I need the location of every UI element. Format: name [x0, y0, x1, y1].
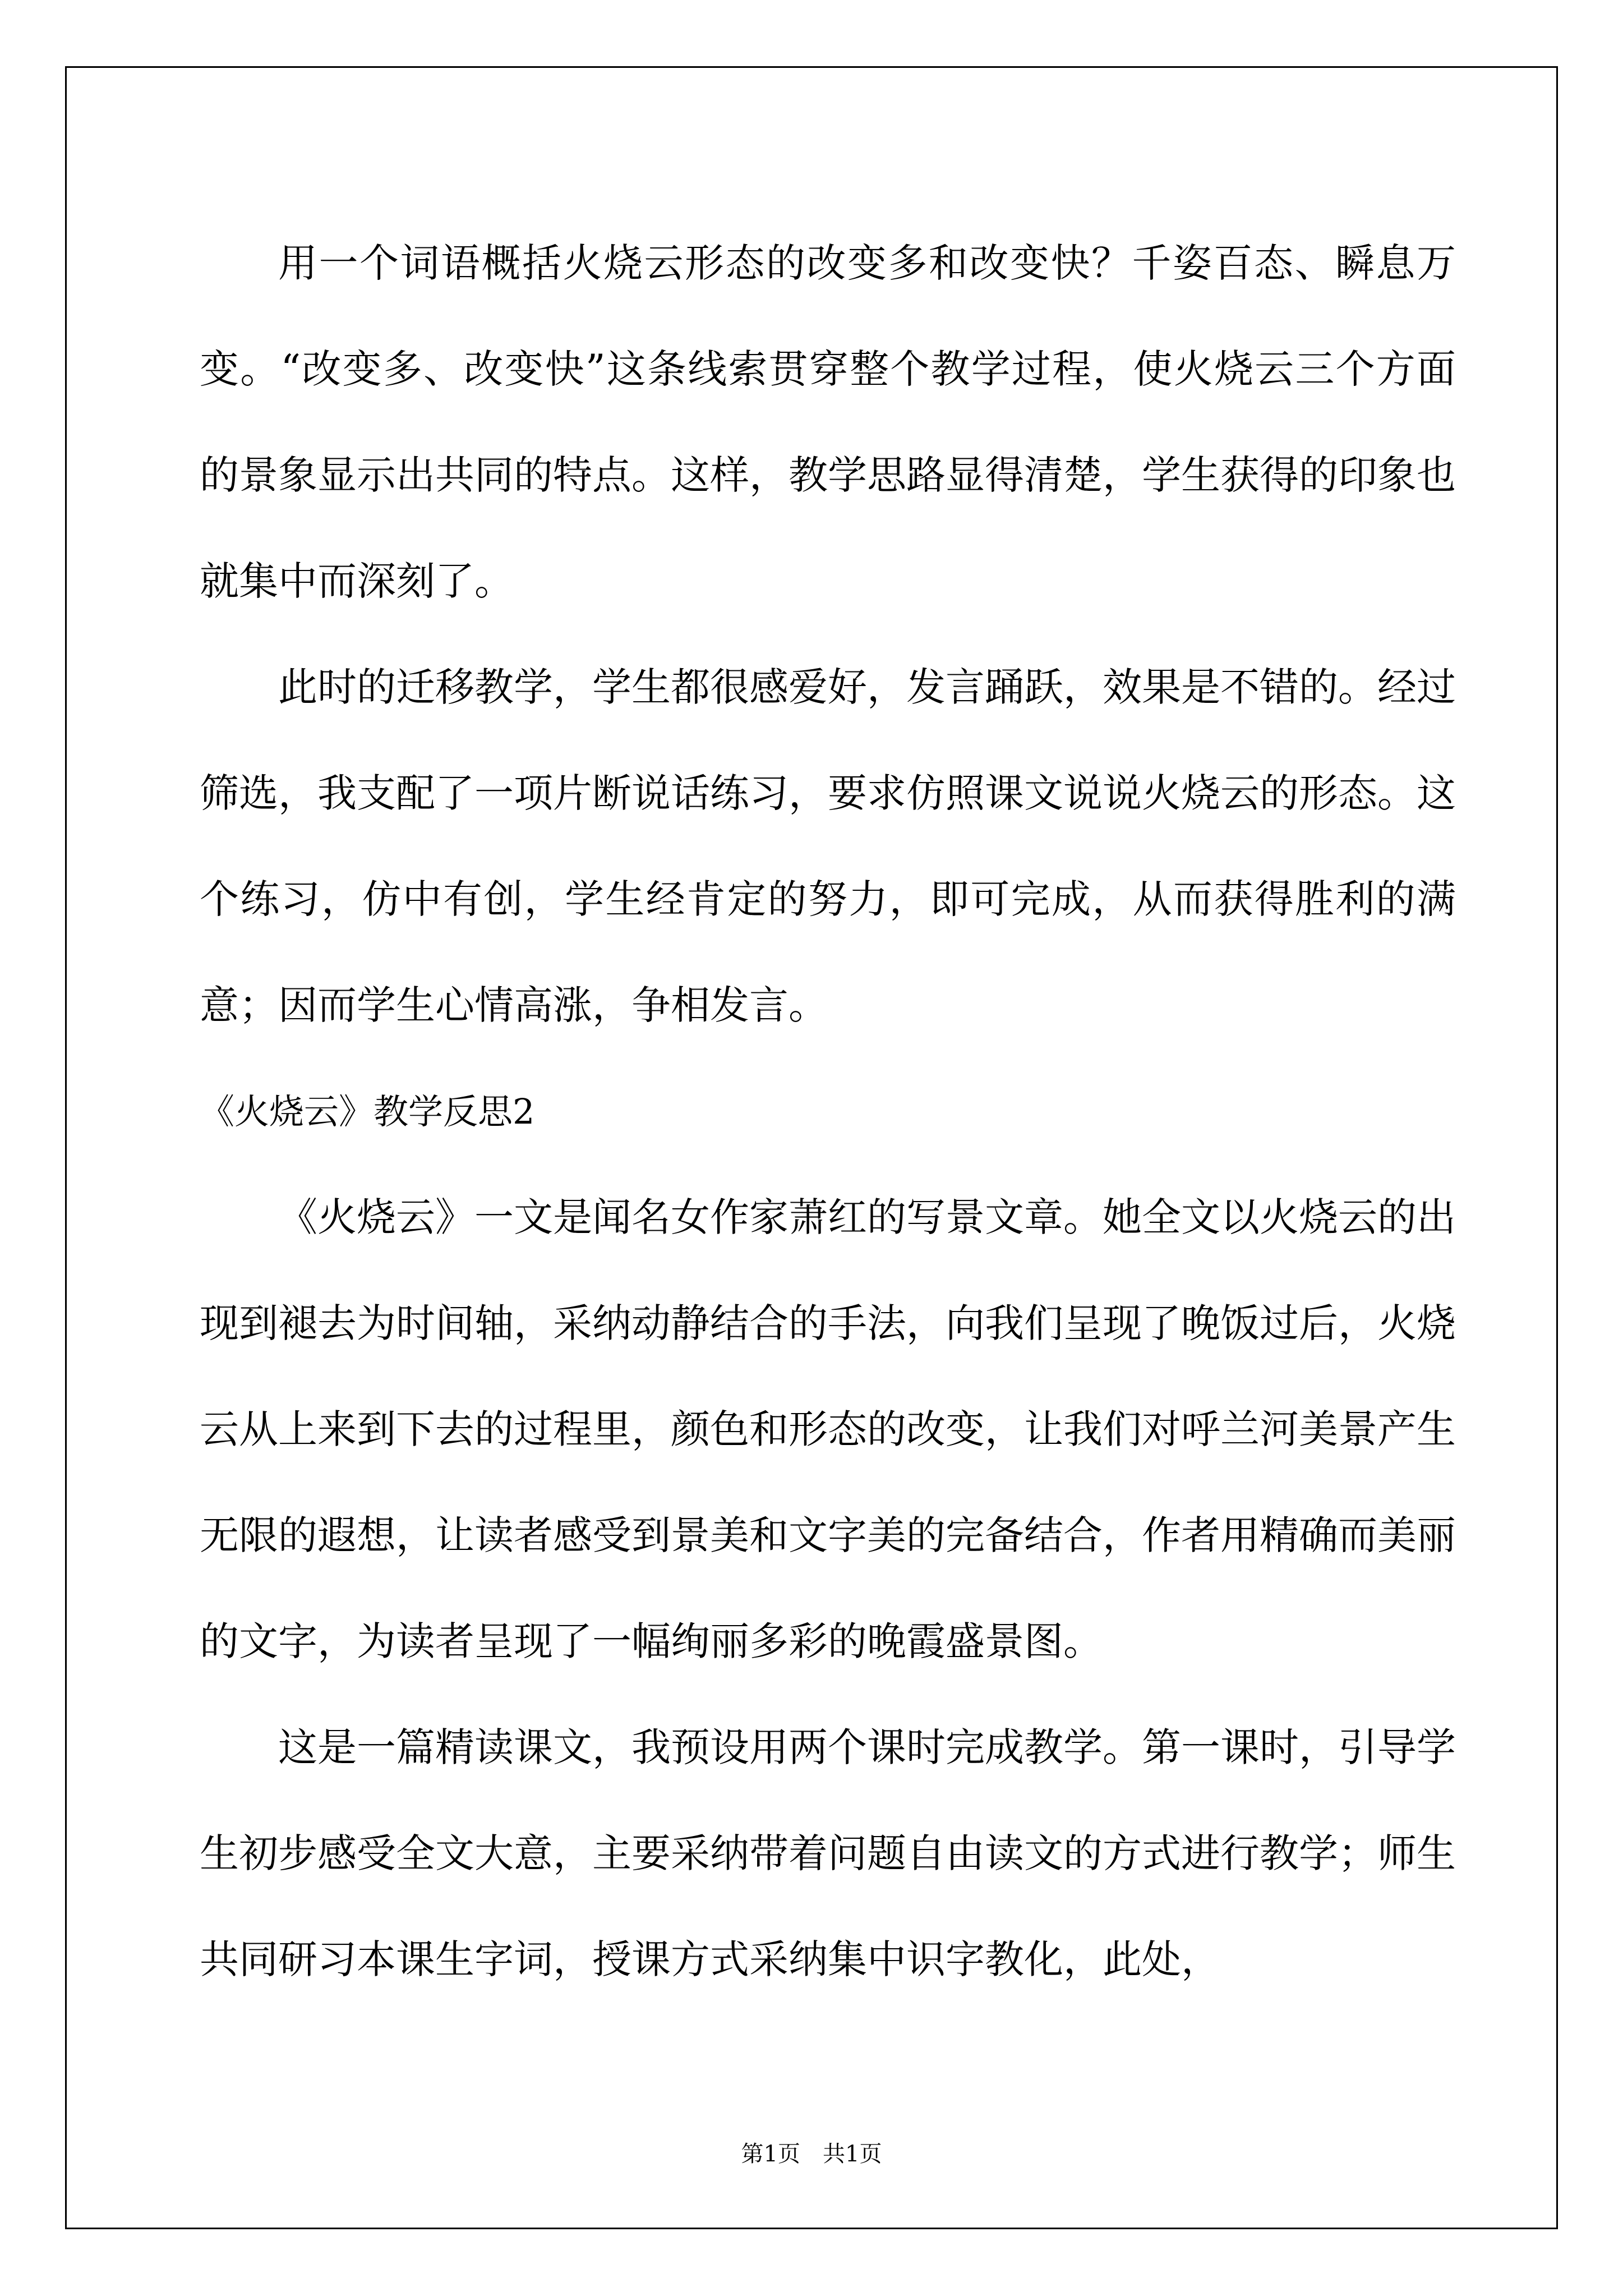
page-footer: 第1页 共1页: [741, 2141, 882, 2167]
document-body: [200, 210, 1456, 2013]
paragraph-1: 用一个词语概括火烧云形态的改变多和改变快？千姿百态、瞬息万变。“改变多、改变快”这条线索贯穿整个教学过程，使火烧云三个方面的景象显示出共同的特点。这样，教学思路显得清楚，学生获得的印象也就集中而深刻了。: [200, 240, 1456, 604]
section-heading: 《火烧云》教学反思2: [200, 1091, 535, 1132]
paragraph-3: 《火烧云》一文是闻名女作家萧红的写景文章。她全文以火烧云的出现到褪去为时间轴，采纳动静结合的手法，向我们呈现了晚饭过后，火烧云从上来到下去的过程里，颜色和形态的改变，让我们对呼兰河美景产生无限的遐想，让读者感受到景美和文字美的完备结合，作者用精确而美丽的文字，为读者呈现了一幅绚丽多彩的晚霞盛景图。: [200, 1194, 1456, 1664]
paragraph-4: 这是一篇精读课文，我预设用两个课时完成教学。第一课时，引导学生初步感受全文大意，主要采纳带着问题自由读文的方式进行教学；师生共同研习本课生字词，授课方式采纳集中识字教化，此处，: [200, 1724, 1456, 1982]
paragraph-2: 此时的迁移教学，学生都很感爱好，发言踊跃，效果是不错的。经过筛选，我支配了一项片断说话练习，要求仿照课文说说火烧云的形态。这个练习，仿中有创，学生经肯定的努力，即可完成，从而获得胜利的满意；因而学生心情高涨，争相发言。: [200, 664, 1456, 1028]
